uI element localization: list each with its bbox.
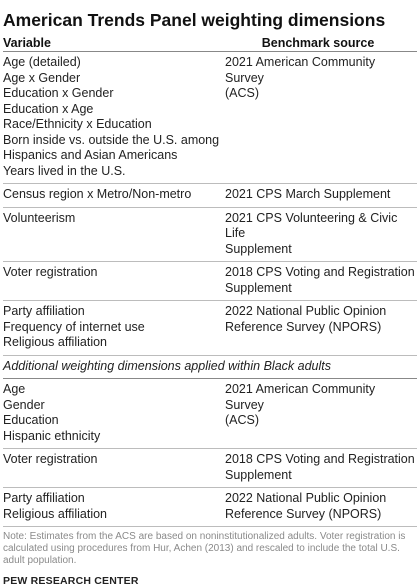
variable-line: Age (detailed) xyxy=(3,55,81,69)
benchmark-cell xyxy=(219,491,417,522)
variable-line: Religious affiliation xyxy=(3,335,107,349)
variable-line: Voter registration xyxy=(3,265,98,279)
table-header xyxy=(3,35,417,51)
benchmark-cell xyxy=(219,304,417,351)
source-footer: PEW RESEARCH CENTER xyxy=(3,575,139,587)
variable-line: Volunteerism xyxy=(3,210,76,225)
variable-cell xyxy=(3,382,219,444)
variable-line: Race/Ethnicity x Education xyxy=(3,117,152,131)
benchmark-line: 2018 CPS Voting and Registration xyxy=(225,265,415,279)
benchmark-line: Reference Survey (NPORS) xyxy=(225,319,382,334)
benchmark-line: 2021 American Community Survey xyxy=(225,55,376,85)
variable-line: Hispanics and Asian Americans xyxy=(3,148,178,162)
page-title: American Trends Panel weighting dimensions xyxy=(3,10,386,30)
table-row xyxy=(3,52,417,184)
variable-line: Party affiliation xyxy=(3,491,85,505)
table-note: Note: Estimates from the ACS are based on noninstitutionalized adults. Voter registration is calculated using procedures from Hur, Achen (2013) and rescaled to include the total U.S. adult population. xyxy=(3,531,406,566)
table-row xyxy=(3,301,417,356)
benchmark-cell xyxy=(219,55,417,179)
variable-line: Age x Gender xyxy=(3,70,81,85)
benchmark-line: 2021 CPS March Supplement xyxy=(225,187,391,201)
variable-line: Education x Gender xyxy=(3,86,114,100)
benchmark-cell xyxy=(219,382,417,444)
variable-line: Born inside vs. outside the U.S. among xyxy=(3,132,220,147)
column-header-variable: Variable xyxy=(3,36,51,50)
variable-line: Religious affiliation xyxy=(3,506,107,521)
column-header-benchmark: Benchmark source xyxy=(261,36,375,50)
variable-cell xyxy=(3,211,219,258)
benchmark-line: (ACS) xyxy=(225,86,260,100)
table-row xyxy=(3,262,417,301)
benchmark-line: 2018 CPS Voting and Registration xyxy=(225,452,415,466)
benchmark-cell xyxy=(219,187,417,203)
benchmark-line: Supplement xyxy=(225,280,292,295)
variable-line: Census region x Metro/Non-metro xyxy=(3,187,192,201)
benchmark-cell xyxy=(219,211,417,258)
variable-cell xyxy=(3,187,219,203)
table-body xyxy=(3,52,417,356)
variable-cell xyxy=(3,265,219,296)
variable-line: Hispanic ethnicity xyxy=(3,428,101,443)
benchmark-cell xyxy=(219,452,417,483)
benchmark-line: Supplement xyxy=(225,467,292,482)
variable-line: Party affiliation xyxy=(3,304,85,318)
variable-line: Education xyxy=(3,413,59,427)
benchmark-line: 2021 American Community Survey xyxy=(225,382,376,412)
table-row xyxy=(3,488,417,527)
variable-cell xyxy=(3,491,219,522)
table-row xyxy=(3,449,417,488)
table-row xyxy=(3,208,417,263)
variable-line: Frequency of internet use xyxy=(3,319,145,334)
variable-line: Gender xyxy=(3,397,45,412)
variable-line: Years lived in the U.S. xyxy=(3,163,126,178)
table-body-black-adults xyxy=(3,379,417,527)
benchmark-line: Reference Survey (NPORS) xyxy=(225,506,382,521)
benchmark-cell xyxy=(219,265,417,296)
variable-cell xyxy=(3,304,219,351)
variable-line: Voter registration xyxy=(3,452,98,466)
variable-line: Education x Age xyxy=(3,101,94,116)
table-row xyxy=(3,184,417,208)
table-row xyxy=(3,379,417,449)
subsection-heading: Additional weighting dimensions applied within Black adults xyxy=(3,356,417,380)
variable-cell xyxy=(3,452,219,483)
benchmark-line: Supplement xyxy=(225,241,292,256)
benchmark-line: 2022 National Public Opinion xyxy=(225,304,387,318)
variable-cell xyxy=(3,55,219,179)
benchmark-line: (ACS) xyxy=(225,413,260,427)
benchmark-line: 2021 CPS Volunteering & Civic Life xyxy=(225,210,398,240)
variable-line: Age xyxy=(3,382,26,396)
benchmark-line: 2022 National Public Opinion xyxy=(225,491,387,505)
